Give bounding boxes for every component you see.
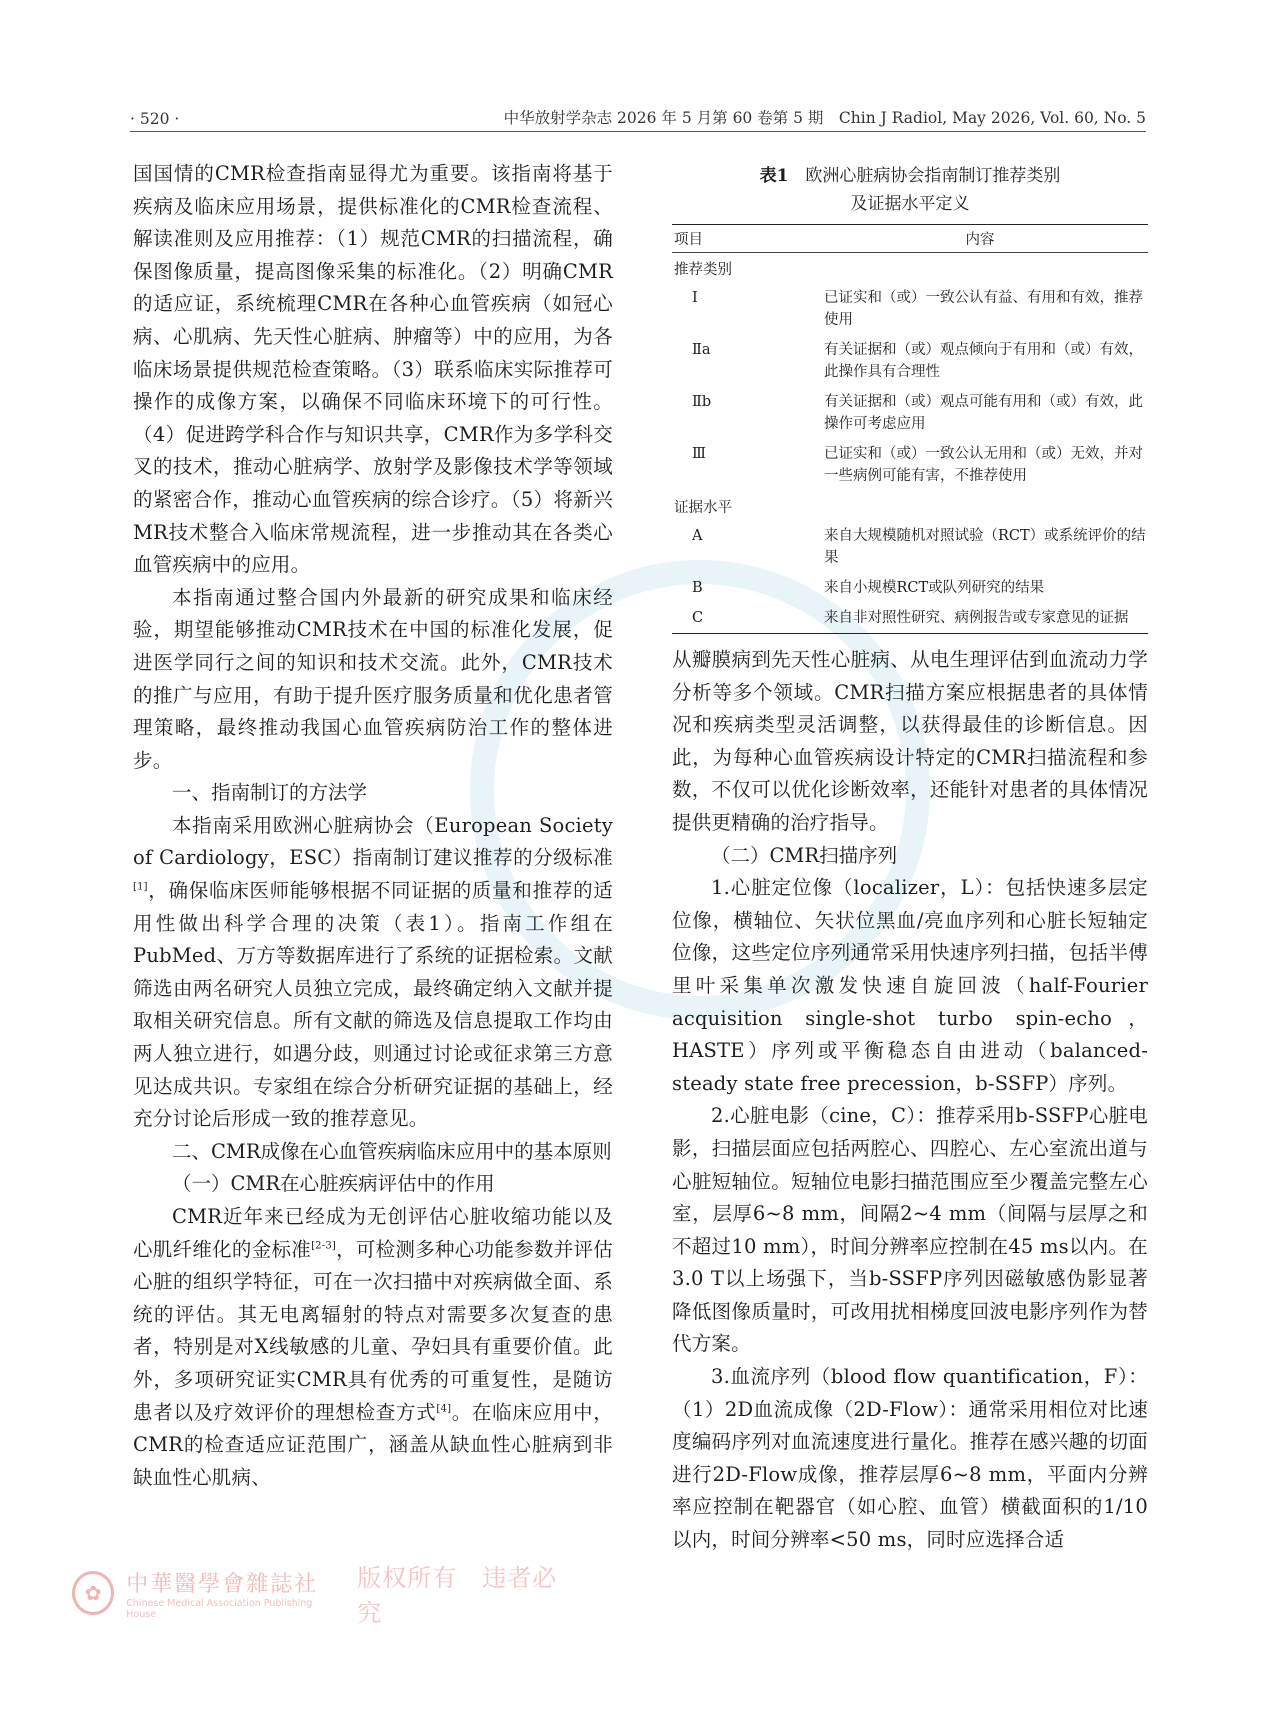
- paragraph: 1.心脏定位像（localizer，L）：包括快速多层定位像，横轴位、矢状位黑血/亮血序列和心脏长短轴定位像，这些定位序列通常采用快速序列扫描，包括半傅里叶采集单次激发快速自旋回波（half-Fourier acquisition single-shot turbo spin-echo，HASTE）序列或平衡稳态自由进动（balanced-steady state free precession，b-SSFP）序列。: [672, 876, 1148, 1095]
- running-header: [130, 106, 1146, 128]
- copyright-note: 版权所有 违者必究: [357, 1564, 558, 1627]
- table-1: [672, 162, 1148, 634]
- subsection-heading: （一）CMR在心脏疾病评估中的作用: [172, 1172, 495, 1196]
- publisher-name: 中華醫學會雜誌社: [126, 1571, 319, 1597]
- section-heading: 一、指南制订的方法学: [172, 781, 368, 805]
- paragraph: 国国情的CMR检查指南显得尤为重要。该指南将基于疾病及临床应用场景，提供标准化的CMR检查流程、解读准则及应用推荐：（1）规范CMR的扫描流程，确保图像质量，提高图像采集的标准化。（2）明确CMR的适应证，系统梳理CMR在各种心血管疾病（如冠心病、心肌病、先天性心脏病、肿瘤等）中的应用，为各临床场景提供规范检查策略。（3）联系临床实际推荐可操作的成像方案，以确保不同临床环境下的可行性。（4）促进跨学科合作与知识共享，CMR作为多学科交叉的技术，推动心脏病学、放射学及影像技术学等领域的紧密合作，推动心血管疾病的综合诊疗。（5）将新兴MR技术整合入临床常规流程，进一步推动其在各类心血管疾病中的应用。: [133, 162, 613, 577]
- left-column: [133, 158, 613, 1494]
- header-rule: [130, 131, 1146, 132]
- right-column: [672, 158, 1148, 1557]
- table-label: 表1: [759, 166, 789, 186]
- column-header-content: 内容: [812, 225, 1148, 253]
- section-heading: 二、CMR成像在心血管疾病临床应用中的基本原则: [172, 1139, 612, 1163]
- table-title: 表1 欧洲心脏病协会指南制订推荐类别: [759, 166, 1061, 186]
- paragraph: 本指南通过整合国内外最新的研究成果和临床经验，期望能够推动CMR技术在中国的标准化发展，促进医学同行之间的知识和技术交流。此外，CMR技术的推广与应用，有助于提升医疗服务质量和优化患者管理策略，最终推动我国心血管疾病防治工作的整体进步。: [133, 585, 613, 772]
- column-header-item: 项目: [672, 225, 812, 253]
- table-row: Ⅱb 有关证据和（或）观点可能有用和（或）有效，此操作可考虑应用: [692, 394, 1143, 432]
- citation-ref[interactable]: [1]: [133, 881, 148, 893]
- table-row: C 来自非对照性研究、病例报告或专家意见的证据: [672, 603, 1148, 634]
- paragraph: 本指南采用欧洲心脏病协会（European Society of Cardiology，ESC）指南制订建议推荐的分级标准[1]，确保临床医师能够根据不同证据的质量和推荐的适用性做出科学合理的决策（表1）。指南工作组在PubMed、万方等数据库进行了系统的证据检索。文献筛选由两名研究人员独立完成，最终确定纳入文献并提取相关研究信息。所有文献的筛选及信息提取工作均由两人独立进行，如遇分歧，则通过讨论或征求第三方意见达成共识。专家组在综合分析研究证据的基础上，经充分讨论后形成一致的推荐意见。: [133, 813, 613, 1131]
- paragraph: 从瓣膜病到先天性心脏病、从电生理评估到血流动力学分析等多个领域。CMR扫描方案应根据患者的具体情况和疾病类型灵活调整，以获得最佳的诊断信息。因此，为每种心血管疾病设计特定的CMR扫描流程和参数，不仅可以优化诊断效率，还能针对患者的具体情况提供更精确的治疗指导。: [672, 648, 1148, 834]
- citation-ref[interactable]: [2-3]: [311, 1240, 336, 1252]
- publisher-seal-icon: ✿: [72, 1571, 114, 1615]
- table-row: B 来自小规模RCT或队列研究的结果: [692, 580, 1045, 596]
- journal-citation: 中华放射学杂志 2026 年 5 月第 60 卷第 5 期 Chin J Radiol, May 2026, Vol. 60, No. 5: [503, 109, 1146, 127]
- paragraph: CMR近年来已经成为无创评估心脏收缩功能以及心肌纤维化的金标准[2-3]，可检测多种心功能参数并评估心脏的组织学特征，可在一次扫描中对疾病做全面、系统的评估。其无电离辐射的特点对需要多次复查的患者，特别是对X线敏感的儿童、孕妇具有重要价值。此外，多项研究证实CMR具有优秀的可重复性，是随访患者以及疗效评价的理想检查方式[4]。在临床应用中，CMR的检查适应证范围广，涵盖从缺血性心脏病到非缺血性心肌病、: [133, 1205, 613, 1489]
- subsection-heading: （二）CMR扫描序列: [711, 843, 898, 867]
- table-group-label: 推荐类别: [674, 262, 732, 278]
- table-group-label: 证据水平: [674, 500, 732, 516]
- publisher-name-en: Chinese Medical Association Publishing House: [126, 1597, 313, 1620]
- table-row: A 来自大规模随机对照试验（RCT）或系统评价的结果: [692, 528, 1146, 566]
- table-row: Ⅲ 已证实和（或）一致公认无用和（或）无效，并对一些病例可能有害，不推荐使用: [692, 446, 1143, 484]
- page-number: · 520 ·: [130, 110, 180, 128]
- publisher-footer: [72, 1564, 572, 1627]
- table-row: Ⅰ 已证实和（或）一致公认有益、有用和有效，推荐使用: [692, 290, 1143, 328]
- paragraph: 2.心脏电影（cine，C）：推荐采用b-SSFP心脏电影，扫描层面应包括两腔心、四腔心、左心室流出道与心脏短轴位。短轴位电影扫描范围应至少覆盖完整左心室，层厚6~8 mm，间隔2~4 mm（间隔与层厚之和不超过10 mm），时间分辨率应控制在45 ms以内。在3.0 T以上场强下，当b-SSFP序列因磁敏感伪影显著降低图像质量时，可改用扰相梯度回波电影序列作为替代方案。: [672, 1104, 1148, 1356]
- recommendation-table: [672, 224, 1148, 634]
- paragraph: 3.血流序列（blood flow quantification，F）：（1）2D血流成像（2D-Flow）：通常采用相位对比速度编码序列对血流速度进行量化。推荐在感兴趣的切面进行2D-Flow成像，推荐层厚6~8 mm，平面内分辨率应控制在靶器官（如心腔、血管）横截面积的1/10以内，时间分辨率<50 ms，同时应选择合适: [672, 1365, 1148, 1552]
- table-title-line2: 及证据水平定义: [850, 194, 970, 214]
- citation-ref[interactable]: [4]: [436, 1403, 452, 1415]
- table-row: Ⅱa 有关证据和（或）观点倾向于有用和（或）有效，此操作具有合理性: [692, 342, 1143, 380]
